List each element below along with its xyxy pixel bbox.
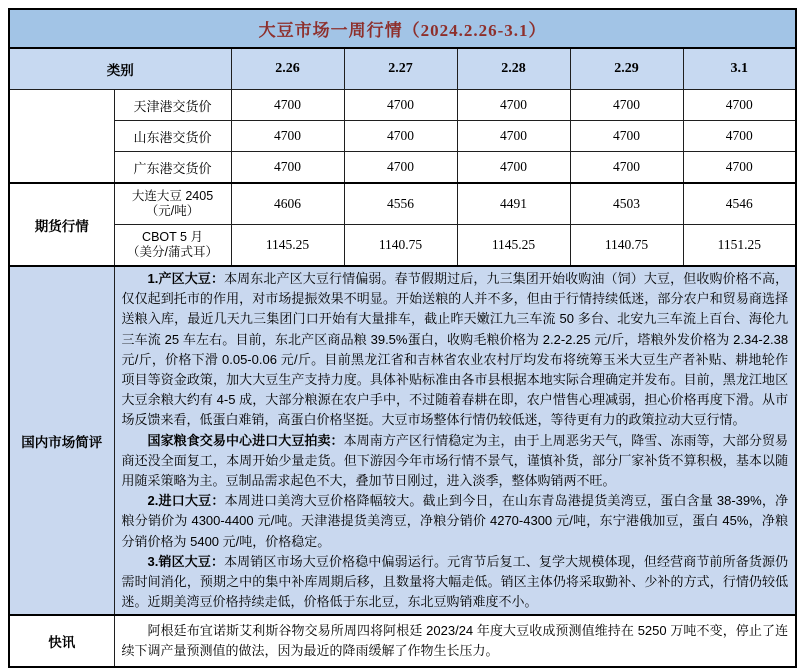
cell-value: 4700	[457, 152, 570, 184]
row-label-line1: 大连大豆 2405	[131, 189, 214, 203]
commentary-label: 国内市场简评	[9, 266, 114, 615]
cell-value: 4700	[570, 121, 683, 152]
cell-value: 4546	[683, 183, 796, 225]
date-header-2: 2.27	[344, 48, 457, 90]
paragraph-text: 本周销区市场大豆价格稳中偏弱运行。元宵节后复工、复学大规模体现，但经营商节前所备货源仍需时间消化，预期之中的集中补库周期后移，且数量将大幅走低。销区主体仍将采取勤补、少补的方式，行情仍较低迷。近期美湾豆价格持续走低，价格低于东北豆，东北豆购销难度不小。	[121, 553, 789, 610]
paragraph-lead: 2.进口大豆：	[147, 493, 225, 509]
page-title: 大豆市场一周行情（2024.2.26-3.1）	[9, 9, 796, 48]
cell-value: 4700	[570, 152, 683, 184]
cell-value: 4700	[457, 121, 570, 152]
paragraph-lead: 1.产区大豆：	[147, 271, 225, 286]
row-label-shandong: 山东港交货价	[114, 121, 231, 152]
cell-value: 1140.75	[570, 225, 683, 267]
row-label-guangdong: 广东港交货价	[114, 152, 231, 184]
cell-value: 4700	[457, 90, 570, 121]
futures-group-label: 期货行情	[9, 183, 114, 266]
cell-value: 4700	[683, 152, 796, 184]
commentary-paragraph-auction	[122, 431, 789, 492]
news-content	[114, 615, 796, 667]
category-header: 类别	[9, 48, 231, 90]
cell-value: 4491	[457, 183, 570, 225]
news-label: 快讯	[9, 615, 114, 667]
cell-value: 4700	[344, 90, 457, 121]
paragraph-text: 本周东北产区大豆行情偏弱。春节假期过后，九三集团开始收购油（饲）大豆，但收购价格不高，仅仅起到托市的作用，对市场提振效果不明显。开始送粮的人并不多，但由于行情持续低迷，部分农户和贸易商选择送粮入库，最近几天九三集团门口开始有大量排车，截止昨天嫩江九三车流 50 多台、北安九三车流上百台、海伦九三车流 25 车左右。目前，东北产区商品粮 39.5%蛋白，收购毛粮价格为 2.2-2.25 元/斤，塔粮外发价格为 2.34-2.38 元/斤，价格下滑 0.05-0.06 元/斤。目前黑龙江省和吉林省农业农村厅均发布将统筹玉米大豆生产者补贴、耕地轮作项目等资金政策，加大大豆生产支持力度。具体补贴标准由各市县根据本地实际合理确定并发布。目前，黑龙江地区大豆余粮大约有 4-5 成，大部分粮源在农户手中，不过随着春耕在即，农户惜售心理减弱，担心价格再度下滑。从市场反馈来看，低蛋白难销，高蛋白价格坚挺。大豆市场整体行情仍较低迷，等待更有力的政策拉动大豆行情。	[121, 271, 789, 428]
paragraph-text: 本周南方产区行情稳定为主，由于上周恶劣天气，降雪、冻雨等，大部分贸易商还没全面复工，本周开始少量走货。但下游因今年市场行情不景气，谨慎补货，部分厂家补货不算积极，基本以随用随采策略为主。豆制品需求起色不大，叠加节日刚过，进入淡季，整体购销两不旺。	[121, 432, 789, 489]
cell-value: 4700	[231, 90, 344, 121]
commentary-paragraph-imported	[122, 491, 789, 552]
commentary-content	[114, 266, 796, 615]
paragraph-lead: 3.销区大豆：	[147, 553, 225, 569]
table-row-cbot	[9, 225, 796, 267]
cell-value: 4700	[231, 121, 344, 152]
cell-value: 4700	[344, 152, 457, 184]
row-label-cbot	[114, 225, 231, 267]
date-header-1: 2.26	[231, 48, 344, 90]
cell-value: 1145.25	[457, 225, 570, 267]
row-label-dalian	[114, 183, 231, 225]
paragraph-text: 本周进口美湾大豆价格降幅较大。截止到今日，在山东青岛港提货美湾豆，蛋白含量 38-39%，净粮分销价为 4300-4400 元/吨。天津港提货美湾豆，净粮分销价 4270-4300 元/吨，东宁港俄加豆，蛋白 45%，净粮分销价格为 5400 元/吨，价格稳定。	[121, 493, 789, 549]
commentary-paragraph-sales-area	[122, 552, 789, 613]
table-row-dalian	[9, 183, 796, 225]
cell-value: 4700	[683, 121, 796, 152]
date-header-4: 2.29	[570, 48, 683, 90]
cell-value: 4503	[570, 183, 683, 225]
header-row	[9, 48, 796, 90]
date-header-5: 3.1	[683, 48, 796, 90]
spot-group-cell	[9, 90, 114, 184]
cell-value: 4556	[344, 183, 457, 225]
weekly-report-sheet	[8, 8, 797, 668]
cell-value: 1151.25	[683, 225, 796, 267]
cell-value: 1140.75	[344, 225, 457, 267]
cell-value: 4700	[570, 90, 683, 121]
row-label-tianjin: 天津港交货价	[114, 90, 231, 121]
cell-value: 4700	[344, 121, 457, 152]
table-row-guangdong	[9, 152, 796, 184]
row-label-line1: CBOT 5 月	[142, 230, 203, 244]
news-text: 阿根廷布宜诺斯艾利斯谷物交易所周四将阿根廷 2023/24 年度大豆收成预测值维持在 5250 万吨不变，停止了连续下调产量预测值的做法，因为最近的降雨缓解了作物生长压力。	[121, 623, 789, 659]
title-row	[9, 9, 796, 48]
row-label-line2: （美分/蒲式耳）	[127, 245, 218, 259]
cell-value: 4700	[683, 90, 796, 121]
date-header-3: 2.28	[457, 48, 570, 90]
table-row-shandong	[9, 121, 796, 152]
row-label-line2: （元/吨）	[145, 204, 200, 218]
cell-value: 1145.25	[231, 225, 344, 267]
news-row	[9, 615, 796, 667]
cell-value: 4606	[231, 183, 344, 225]
cell-value: 4700	[231, 152, 344, 184]
paragraph-lead: 国家粮食交易中心进口大豆拍卖：	[147, 432, 344, 448]
commentary-row	[9, 266, 796, 615]
soybean-market-table	[8, 8, 797, 668]
commentary-paragraph-producing-area	[122, 269, 789, 431]
table-row-tianjin	[9, 90, 796, 121]
